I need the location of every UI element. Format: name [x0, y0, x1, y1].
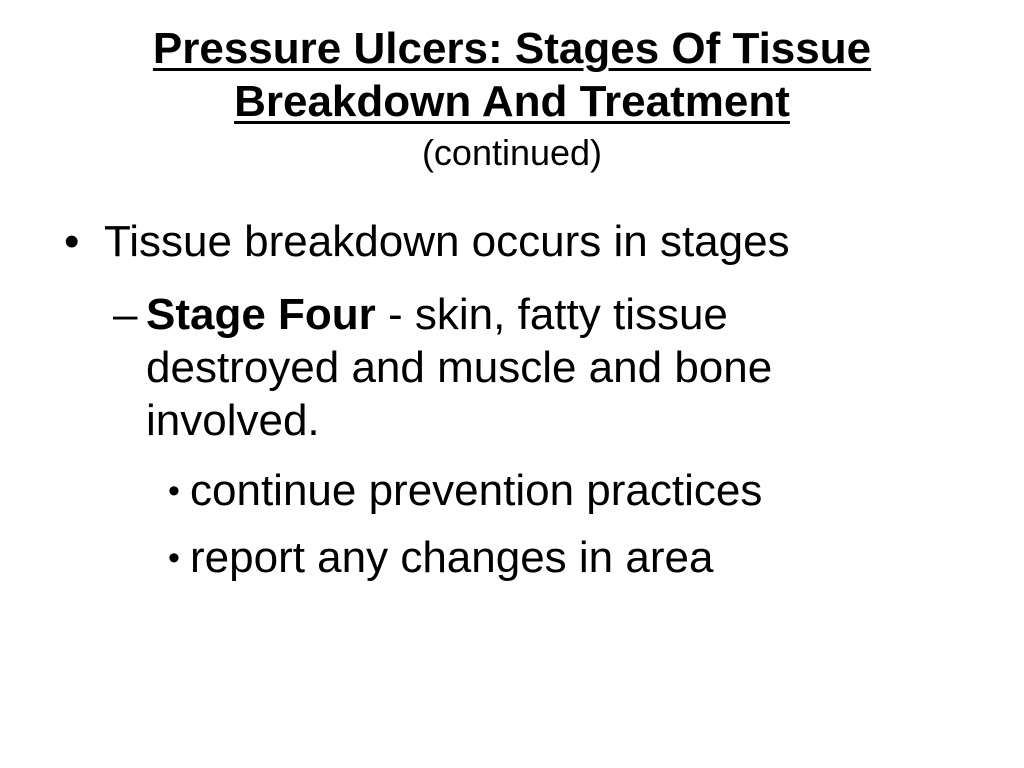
bullet-text: Tissue breakdown occurs in stages	[104, 217, 790, 266]
stage-desc-1: - skin, fatty tissue	[375, 290, 728, 339]
slide-title	[60, 22, 964, 176]
bullet-icon: •	[168, 539, 180, 577]
stage-desc-2: destroyed and muscle and bone	[146, 343, 773, 392]
stage-line-1	[146, 288, 906, 341]
title-line-1: Pressure Ulcers: Stages Of Tissue	[152, 24, 872, 73]
sub-item-content	[146, 288, 906, 447]
title-line-2: Breakdown And Treatment	[234, 77, 790, 126]
bullet-text: continue prevention practices	[190, 466, 763, 515]
dash-icon: –	[113, 290, 138, 339]
bullet-text: report any changes in area	[190, 533, 714, 582]
bullet-icon: •	[168, 472, 180, 510]
stage-desc-3: involved.	[146, 396, 320, 445]
bullet-icon: •	[64, 217, 80, 266]
stage-label: Stage Four	[146, 290, 376, 339]
slide-subtitle: (continued)	[421, 132, 603, 173]
